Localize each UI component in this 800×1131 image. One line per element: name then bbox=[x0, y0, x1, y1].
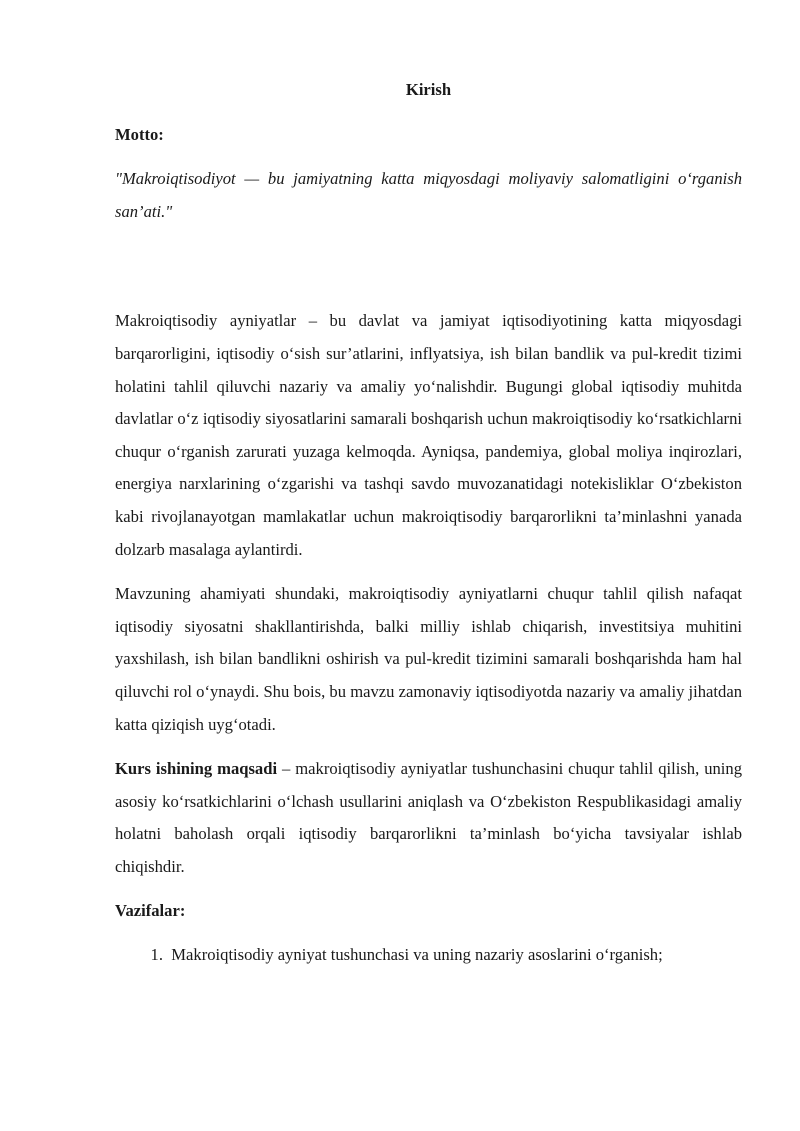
motto-label: Motto: bbox=[115, 124, 164, 144]
goal-paragraph bbox=[115, 753, 742, 883]
list-item-text bbox=[163, 939, 663, 972]
list-item-number: 1. bbox=[150, 945, 163, 965]
goal-label: Kurs ishining maqsadi bbox=[115, 759, 278, 779]
intro-paragraph: Makroiqtisodiy ayniyatlar – bu davlat va jamiyat iqtisodiyotining katta miqyosdagi barqarorligini, iqtisodiy o‘sish sur’atlarini, inflyatsiya, ish bilan bandlik va pul-kredit tizimi holatini tahlil qiluvchi nazariy va amaliy yo‘nalishdir. Bugungi global iqtisodiy muhitda davlatlar o‘z iqtisodiy siyosatlarini samarali boshqarish uchun makroiqtisodiy ko‘rsatkichlarni chuqur o‘rganish zarurati yuzaga kelmoqda. Ayniqsa, pandemiya, global moliya inqirozlari, energiya narxlarining o‘zgarishi va tashqi savdo muvozanatidagi notekisliklar O‘zbekiston kabi rivojlanayotgan mamlakatlar uchun makroiqtisodiy barqarorlikni ta’minlashni yanada dolzarb masalaga aylantirdi. bbox=[115, 311, 742, 559]
motto-quote: "Makroiqtisodiyot — bu jamiyatning katta miqyosdagi moliyaviy salomatligini o‘rganish san’ati." bbox=[115, 169, 742, 221]
task-list bbox=[115, 939, 742, 972]
document-page bbox=[115, 74, 742, 972]
list-item bbox=[115, 939, 742, 972]
relevance-paragraph: Mavzuning ahamiyati shundaki, makroiqtisodiy ayniyatlarni chuqur tahlil qilish nafaqat iqtisodiy siyosatni shakllantirishda, balki milliy ishlab chiqarish, investitsiya muhitini yaxshilash, ish bilan bandlikni oshirish va pul-kredit tizimini samarali boshqarishda ham hal qiluvchi rol o‘ynaydi. Shu bois, bu mavzu zamonaviy iqtisodiyotda nazariy va amaliy jihatdan katta qiziqish uyg‘otadi. bbox=[115, 584, 742, 734]
tasks-label: Vazifalar: bbox=[115, 901, 186, 921]
list-item-label: Makroiqtisodiy ayniyat tushunchasi va uning nazariy asoslarini o‘rganish; bbox=[171, 945, 663, 965]
goal-text: – makroiqtisodiy ayniyatlar tushunchasini chuqur tahlil qilish, uning asosiy ko‘rsatkichlarini o‘lchash usullarini aniqlash va O‘zbekiston Respublikasidagi amaliy holatni baholash orqali iqtisodiy barqarorlikni ta’minlash bo‘yicha tavsiyalar ishlab chiqishdir. bbox=[115, 759, 742, 876]
page-title: Kirish bbox=[405, 80, 452, 99]
